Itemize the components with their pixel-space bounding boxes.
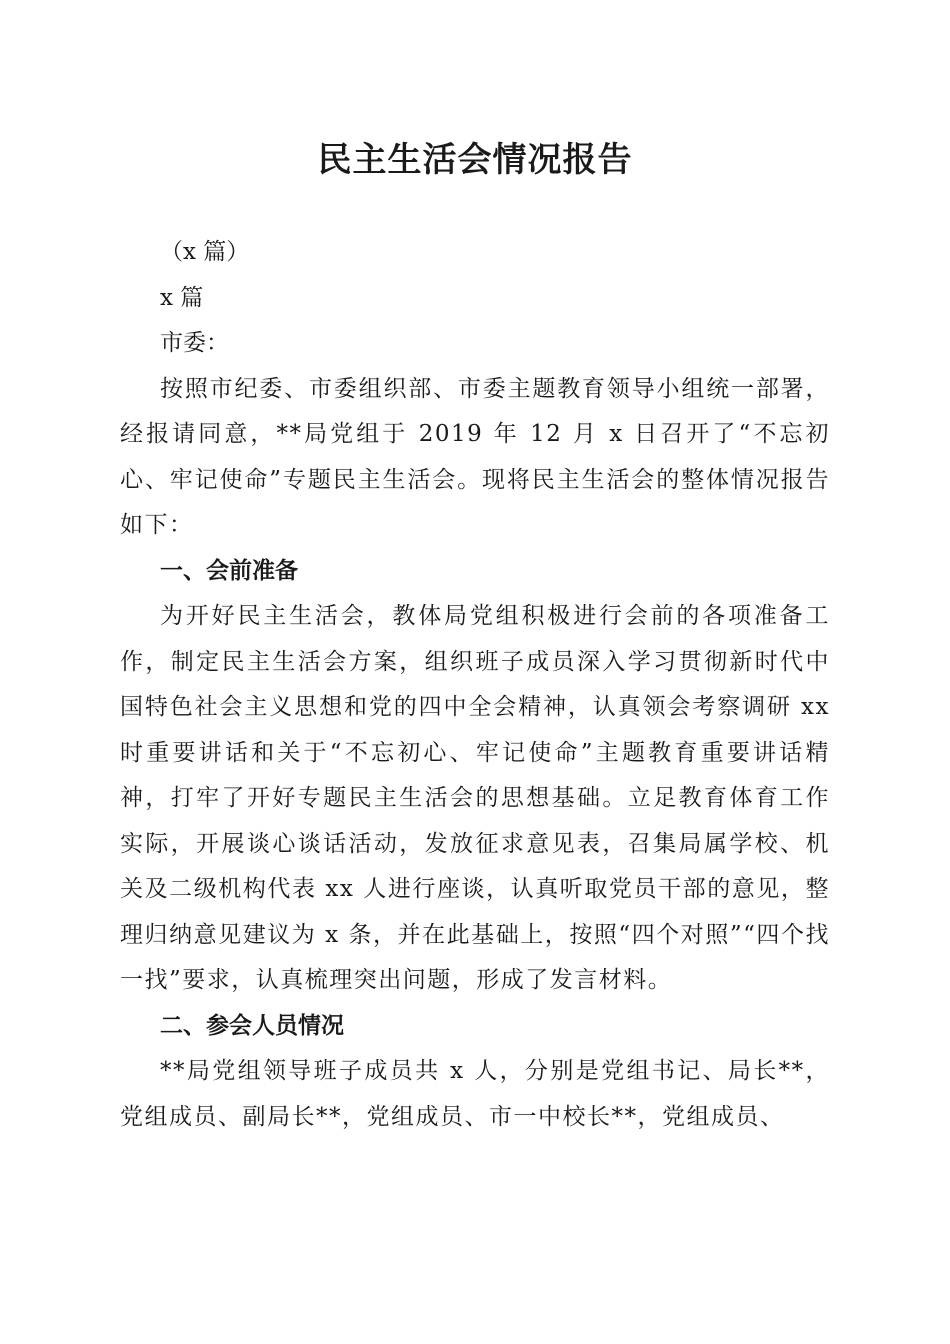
intro-paragraph: 按照市纪委、市委组织部、市委主题教育领导小组统一部署，经报请同意，**局党组于 2019 年 12 月 x 日召开了“不忘初心、牢记使命”专题民主生活会。现将民主生活会的整体情况报告如下： <box>120 375 830 538</box>
section-heading-attendees: 二、参会人员情况 <box>160 1012 344 1039</box>
document-body <box>120 230 830 1140</box>
subtitle-paren: （x 篇） <box>160 239 250 265</box>
document-title: 民主生活会情况报告 <box>317 140 633 180</box>
addressee: 市委： <box>160 330 229 356</box>
subtitle: x 篇 <box>160 284 204 311</box>
section-body-attendees: **局党组领导班子成员共 x 人，分别是党组书记、局长**，党组成员、副局长**，党组成员、市一中校长**，党组成员、 <box>120 1058 830 1130</box>
section-body-preparation: 为开好民主生活会，教体局党组积极进行会前的各项准备工作，制定民主生活会方案，组织班子成员深入学习贯彻新时代中国特色社会主义思想和党的四中全会精神，认真领会考察调研 xx 时重要讲话和关于“不忘初心、牢记使命”主题教育重要讲话精神，打牢了开好专题民主生活会的思想基础。立足教育体育工作实际，开展谈心谈话活动，发放征求意见表，召集局属学校、机关及二级机构代表 xx 人进行座谈，认真听取党员干部的意见，整理归纳意见建议为 x 条，并在此基础上，按照“四个对照”“四个找一找”要求，认真梳理突出问题，形成了发言材料。 <box>120 603 830 993</box>
section-heading-preparation: 一、会前准备 <box>160 557 298 584</box>
